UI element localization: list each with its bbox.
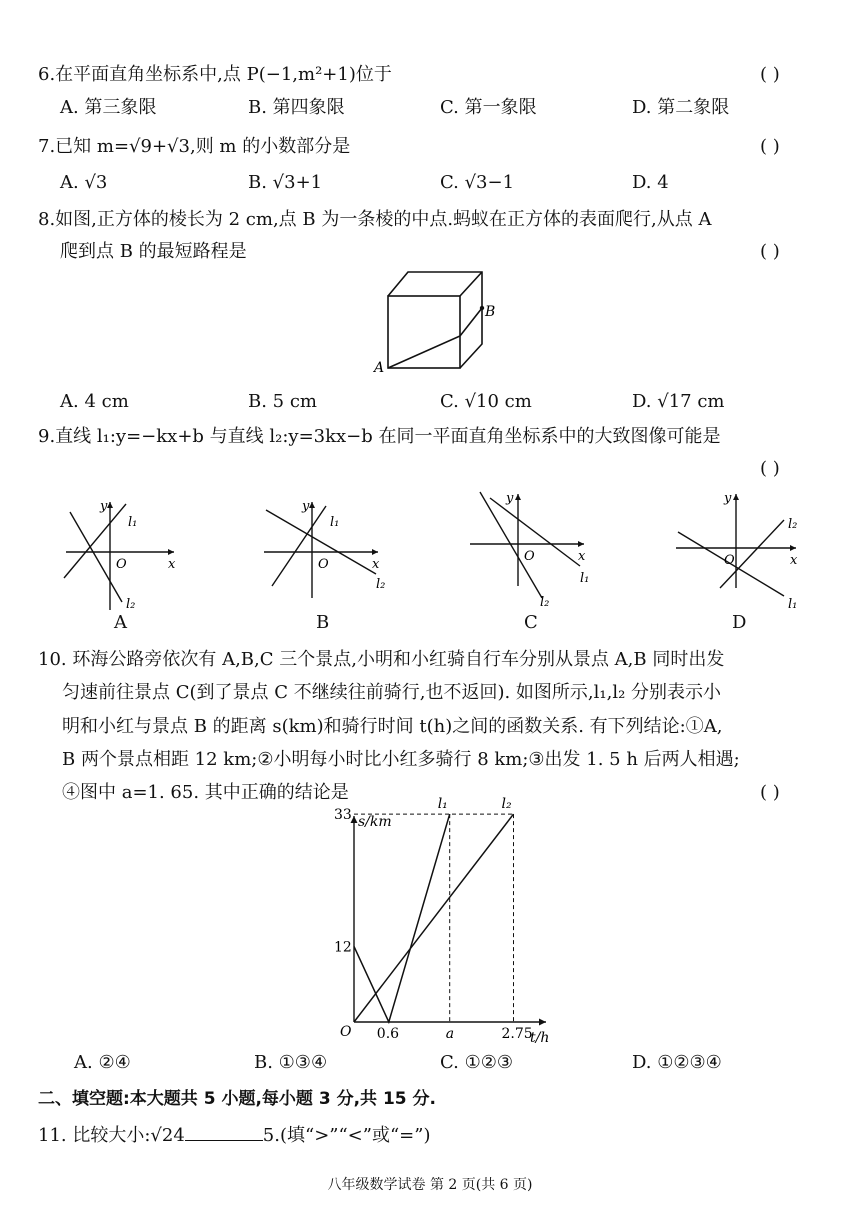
y-tick-label-2: 33	[334, 807, 352, 824]
axis-y-label: y	[302, 499, 310, 514]
point-b-dot	[480, 306, 484, 310]
section-2-heading: 二、填空题:本大题共 5 小题,每小题 3 分,共 15 分.	[38, 1089, 436, 1109]
l2-label: l₂	[376, 577, 386, 592]
q7-option-b: B. √3+1	[248, 172, 323, 193]
chart-origin-label: O	[340, 1024, 352, 1040]
q11-stem	[38, 1126, 430, 1145]
axis-x-label: x	[578, 549, 586, 564]
q9-graph-d	[672, 488, 812, 612]
q10-answer-paren: ( )	[760, 782, 780, 803]
cube-front-face	[388, 296, 460, 368]
q6-option-d: D. 第二象限	[632, 97, 730, 118]
x-tick-label-3: 2.75	[501, 1026, 533, 1042]
origin-label: O	[724, 553, 735, 568]
axis-x-label: x	[168, 557, 176, 572]
q6-stem: 6.在平面直角坐标系中,点 P(−1,m²+1)位于	[38, 64, 392, 85]
q10-line5: ④图中 a=1. 65. 其中正确的结论是	[62, 782, 349, 803]
chart-x-arrow	[539, 1019, 546, 1026]
q10-option-a: A. ②④	[74, 1052, 131, 1073]
origin-label: O	[318, 557, 329, 572]
q6-answer-paren: ( )	[760, 64, 780, 85]
cube-figure	[370, 266, 510, 378]
q6-option-b: B. 第四象限	[248, 97, 345, 118]
series-line-1	[354, 814, 450, 1022]
point-b-label: B	[485, 304, 496, 320]
l1-label: l₁	[330, 515, 340, 530]
q8-option-a: A. 4 cm	[60, 391, 129, 412]
q6-option-a: A. 第三象限	[60, 97, 157, 118]
q7-option-d: D. 4	[632, 172, 669, 193]
q9-graph-a	[58, 498, 188, 618]
q9-stem: 9.直线 l₁:y=−kx+b 与直线 l₂:y=3kx−b 在同一平面直角坐标系中的大致图像可能是	[38, 426, 721, 447]
l2-label: l₂	[126, 597, 136, 612]
x-tick-label-2: a	[445, 1026, 455, 1042]
cube-top-right-edge	[460, 272, 482, 296]
q9-graph-c-label: C	[524, 612, 538, 633]
q10-option-b: B. ①③④	[254, 1052, 328, 1073]
chart-y-label: s/km	[358, 814, 392, 830]
q11-answer-blank[interactable]	[185, 1126, 263, 1141]
q6-option-c: C. 第一象限	[440, 97, 537, 118]
line-l2	[70, 512, 122, 602]
q7-option-c: C. √3−1	[440, 172, 515, 193]
q10-option-c: C. ①②③	[440, 1052, 513, 1073]
q9-graph-b	[262, 498, 392, 618]
q10-line1: 10. 环海公路旁依次有 A,B,C 三个景点,小明和小红骑自行车分别从景点 A,B 同时出发	[38, 649, 725, 670]
l1-label: l₁	[128, 515, 138, 530]
q8-option-b: B. 5 cm	[248, 391, 317, 412]
q10-option-d: D. ①②③④	[632, 1052, 722, 1073]
q9-graph-b-label: B	[316, 612, 330, 633]
q8-option-d: D. √17 cm	[632, 391, 725, 412]
l2-label: l₂	[540, 595, 550, 610]
origin-label: O	[116, 557, 127, 572]
q8-option-c: C. √10 cm	[440, 391, 532, 412]
axis-x-label: x	[372, 557, 380, 572]
origin-label: O	[524, 549, 535, 564]
q8-stem-line1: 8.如图,正方体的棱长为 2 cm,点 B 为一条棱的中点.蚂蚁在正方体的表面爬行,从点 A	[38, 209, 712, 230]
q8-answer-paren: ( )	[760, 241, 780, 262]
point-a-label: A	[374, 360, 385, 376]
q8-stem-line2: 爬到点 B 的最短路程是	[60, 241, 247, 262]
q7-stem: 7.已知 m=√9+√3,则 m 的小数部分是	[38, 136, 351, 157]
q7-option-a: A. √3	[60, 172, 108, 193]
q10-distance-time-chart	[320, 796, 560, 1046]
q10-line4: B 两个景点相距 12 km;②小明每小时比小红多骑行 8 km;③出发 1. 5 h 后两人相遇;	[62, 749, 740, 770]
q7-answer-paren: ( )	[760, 136, 780, 157]
axis-y-label: y	[724, 491, 732, 506]
series-label-1: l₁	[437, 796, 448, 813]
axis-y-label: y	[506, 491, 514, 506]
series-label-2: l₂	[501, 796, 512, 813]
y-tick-label-1: 12	[334, 939, 352, 956]
axis-x-label: x	[790, 553, 798, 568]
q9-graph-a-label: A	[114, 612, 127, 633]
axis-y-label: y	[100, 499, 108, 514]
l1-label: l₁	[788, 597, 798, 612]
l2-label: l₂	[788, 517, 798, 532]
page-footer: 八年级数学试卷 第 2 页(共 6 页)	[327, 1177, 533, 1193]
q10-line2: 匀速前往景点 C(到了景点 C 不继续往前骑行,也不返回). 如图所示,l₁,l₂ 分别表示小	[62, 682, 722, 703]
q9-graph-c	[466, 488, 596, 612]
l1-label: l₁	[580, 571, 590, 586]
series-line-2	[354, 814, 514, 1022]
x-tick-label-1: 0.6	[376, 1026, 400, 1042]
q11-post: 5.(填“>”“<”或“=”)	[262, 1125, 431, 1146]
q9-graph-d-label: D	[732, 612, 747, 633]
q11-pre: 11. 比较大小:√24	[38, 1125, 185, 1146]
chart-x-label: t/h	[530, 1030, 550, 1046]
line-l2	[480, 492, 542, 598]
q10-line3: 明和小红与景点 B 的距离 s(km)和骑行时间 t(h)之间的函数关系. 有下列结论:①A,	[62, 716, 723, 737]
q9-answer-paren: ( )	[760, 458, 780, 479]
